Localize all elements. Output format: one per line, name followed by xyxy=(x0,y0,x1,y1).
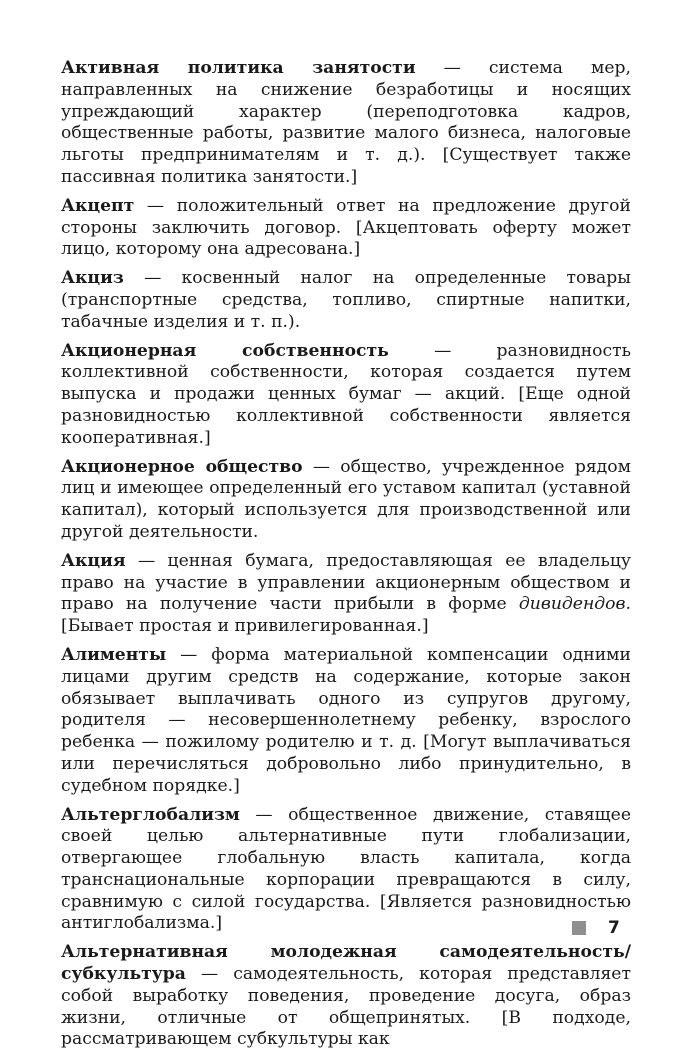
entry-term: Альтерглобализм xyxy=(61,804,240,825)
glossary-entry xyxy=(61,341,631,450)
entry-term: Альтернативная молодежная самодеятельность/субкультура xyxy=(61,942,631,985)
page-number: 7 xyxy=(608,918,620,938)
entry-term: Акционерное общество xyxy=(61,456,303,477)
entry-definition: — положительный ответ на предложение другой стороны заключить договор. [Акцептовать оферту может лицо, которому она адресована.] xyxy=(61,195,631,260)
page-footer xyxy=(572,918,620,938)
entry-term: Акция xyxy=(61,550,126,571)
entry-italic-term: дивидендов xyxy=(518,594,626,615)
glossary-entry xyxy=(61,645,631,798)
glossary-entry xyxy=(61,196,631,261)
glossary-entry xyxy=(61,457,631,544)
entry-definition-tail: . [Бывает простая и привилегированная.] xyxy=(61,594,631,637)
entry-term: Алименты xyxy=(61,644,167,665)
entry-definition: — общество, учрежденное рядом лиц и имеющее определенный его уставом капитал (уставной капитал), который используется для производственной или другой деятельности. xyxy=(61,456,631,542)
glossary-entry xyxy=(61,942,631,1051)
entry-definition: — форма материальной компенсации одними лицами другим средств на содержание, которые закон обязывает выплачивать одного из супругов другому, родителя — несовершеннолетнему ребенку, взрослого ребенка — пожилому родителю и т. д. [Могут выплачиваться или перечисляться добровольно либо принудительно, в судебном порядке.] xyxy=(61,644,631,796)
entry-definition: — ценная бумага, предоставляющая ее владельцу право на участие в управлении акционерным обществом и право на получение части прибыли в форме xyxy=(61,550,631,615)
entry-term: Активная политика занятости xyxy=(61,58,416,78)
entry-term: Акцепт xyxy=(61,195,135,216)
glossary-entry xyxy=(61,268,631,333)
entry-term: Акционерная собственность xyxy=(61,340,389,361)
entry-definition: — система мер, направленных на снижение безработицы и носящих упреждающий характер (переподготовка кадров, общественные работы, развитие малого бизнеса, налоговые льготы предпринимателям и т. д.). [Существует также пассивная политика занятости.] xyxy=(61,58,631,187)
glossary-entry xyxy=(61,805,631,936)
gray-square-marker xyxy=(572,921,586,935)
entry-definition: — самодеятельность, которая представляет собой выработку поведения, проведение досуга, образ жизни, отличные от общепринятых. [В подходе, рассматривающем субкультуры как xyxy=(61,964,631,1050)
glossary-text xyxy=(61,58,631,1058)
entry-definition: — косвенный налог на определенные товары (транспортные средства, топливо, спиртные напитки, табачные изделия и т. п.). xyxy=(61,268,631,332)
entry-term: Акциз xyxy=(61,268,124,289)
entry-definition: — общественное движение, ставящее своей целью альтернативные пути глобализации, отвергающее глобальную власть капитала, когда транснациональные корпорации превращаются в силу, сравнимую с силой государства. [Является разновидностью антиглобализма.] xyxy=(61,804,631,934)
entry-definition: — разновидность коллективной собственности, которая создается путем выпуска и продажи ценных бумаг — акций. [Еще одной разновидностью коллективной собственности является кооперативная.] xyxy=(61,340,631,448)
glossary-entry xyxy=(61,551,631,638)
glossary-entry xyxy=(61,58,631,189)
